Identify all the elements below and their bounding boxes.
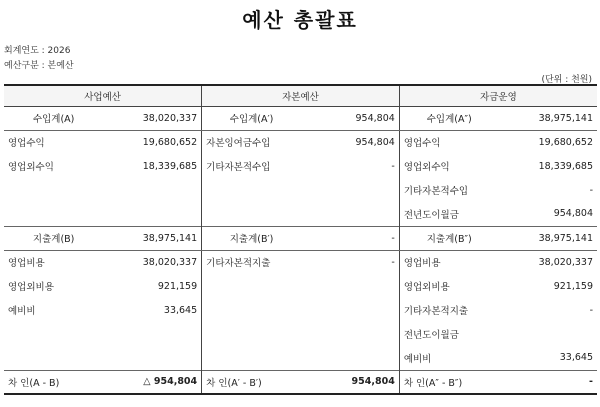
business-item-label: 영업외비용 <box>8 282 54 293</box>
fund-item-amount: 18,339,685 <box>538 160 593 172</box>
capital-item-amount: - <box>391 256 395 268</box>
income-total-capital-label: 수입계(A′) <box>202 106 301 130</box>
expense-total-capital-label: 지출계(B′) <box>202 226 301 250</box>
fund-item-label: 기타자본적지출 <box>399 298 498 322</box>
business-item-label: 영업외수익 <box>8 162 54 173</box>
business-item-amount <box>103 178 201 202</box>
income_rows-row <box>4 154 597 178</box>
business-item-label: 영업비용 <box>8 258 45 270</box>
capital-item-label <box>202 178 301 202</box>
capital-item-amount <box>301 202 399 226</box>
business-item-amount: 33,645 <box>163 304 198 316</box>
expense_rows-row <box>4 346 597 370</box>
fund-item-amount: 921,159 <box>553 280 593 292</box>
capital-item-label <box>202 346 301 370</box>
fund-item-amount: 33,645 <box>559 352 593 364</box>
fund-item-label: 전년도이월금 <box>399 202 498 226</box>
fund-item-amount: 19,680,652 <box>538 136 593 148</box>
fund-item-label: 전년도이월금 <box>399 322 498 346</box>
income_rows-row <box>4 130 597 154</box>
fiscal-year-label: 회계연도 : 2026 <box>4 46 71 56</box>
fund-item-amount: 954,804 <box>553 208 593 220</box>
fund-item-amount <box>499 322 597 346</box>
fund-item-label: 영업수익 <box>399 130 498 154</box>
fund-item-label: 영업외비용 <box>399 274 498 298</box>
income-total-business-amount: 38,020,337 <box>103 106 201 130</box>
business-item-amount: 18,339,685 <box>142 160 198 172</box>
expense-total-capital-amount: - <box>301 226 399 250</box>
capital-item-amount <box>301 274 399 298</box>
capital-item-amount <box>301 322 399 346</box>
capital-item-amount <box>301 346 399 370</box>
fund-item-label: 기타자본적수입 <box>399 178 498 202</box>
capital-item-amount <box>301 298 399 322</box>
expense-total-row <box>4 226 597 250</box>
capital-item-amount: - <box>391 160 395 172</box>
business-item-label <box>4 202 103 226</box>
capital-item-label: 기타자본적수입 <box>202 154 301 178</box>
business-item-amount: 921,159 <box>157 280 198 292</box>
fund-item-amount: - <box>589 184 593 196</box>
income-total-capital-amount: 954,804 <box>301 106 399 130</box>
capital-item-label <box>202 298 301 322</box>
capital-item-label: 자본잉여금수입 <box>202 130 301 154</box>
budget-type-label: 예산구분 : 본예산 <box>4 61 74 71</box>
fund-item-label: 영업외수익 <box>399 154 498 178</box>
business-item-label: 예비비 <box>8 306 36 317</box>
income-total-fund-label: 수입계(A″) <box>399 106 498 130</box>
difference-fund-label: 차 인(A″ - B″) <box>399 370 498 394</box>
business-item-label <box>4 346 103 370</box>
expense_rows-row <box>4 298 597 322</box>
difference-fund-amount: - <box>499 370 597 394</box>
capital-item-amount <box>301 178 399 202</box>
business-item-label <box>4 322 103 346</box>
fund-item-label: 예비비 <box>399 346 498 370</box>
page-title: 예산 총괄표 <box>242 8 358 32</box>
expense-total-business-amount: 38,975,141 <box>103 226 201 250</box>
business-item-label <box>4 178 103 202</box>
capital-item-amount: 954,804 <box>355 136 395 148</box>
capital-item-label: 기타자본적지출 <box>202 250 301 274</box>
business-item-amount <box>103 346 201 370</box>
group-header-business: 사업예산 <box>4 85 202 106</box>
income-total-fund-amount: 38,975,141 <box>499 106 597 130</box>
income_rows-row <box>4 178 597 202</box>
business-item-label: 영업수익 <box>8 138 45 150</box>
business-item-amount: 38,020,337 <box>142 256 198 268</box>
difference-capital-amount: 954,804 <box>301 370 399 394</box>
fund-item-amount: - <box>589 304 593 316</box>
expense_rows-row <box>4 274 597 298</box>
expense_rows-row <box>4 250 597 274</box>
income-total-business-label: 수입계(A) <box>4 106 103 130</box>
income-total-row <box>4 106 597 130</box>
difference-capital-label: 차 인(A′ - B′) <box>202 370 301 394</box>
group-header-fund: 자금운영 <box>399 85 597 106</box>
expense-total-fund-amount: 38,975,141 <box>499 226 597 250</box>
expense-total-fund-label: 지출계(B″) <box>399 226 498 250</box>
difference-business-amount: △ 954,804 <box>103 370 201 394</box>
fund-item-amount: 38,020,337 <box>538 256 593 268</box>
expense_rows-row <box>4 322 597 346</box>
income_rows-row <box>4 202 597 226</box>
group-header-row <box>4 85 597 106</box>
unit-label: (단위 : 천원) <box>541 75 592 85</box>
capital-item-label <box>202 274 301 298</box>
difference-row <box>4 370 597 394</box>
group-header-capital: 자본예산 <box>202 85 400 106</box>
expense-total-business-label: 지출계(B) <box>4 226 103 250</box>
capital-item-label <box>202 202 301 226</box>
business-item-amount <box>103 202 201 226</box>
budget-summary-table <box>4 84 597 395</box>
fund-item-label: 영업비용 <box>399 250 498 274</box>
business-item-amount: 19,680,652 <box>142 136 198 148</box>
difference-business-label: 차 인(A - B) <box>4 370 103 394</box>
business-item-amount <box>103 322 201 346</box>
capital-item-label <box>202 322 301 346</box>
